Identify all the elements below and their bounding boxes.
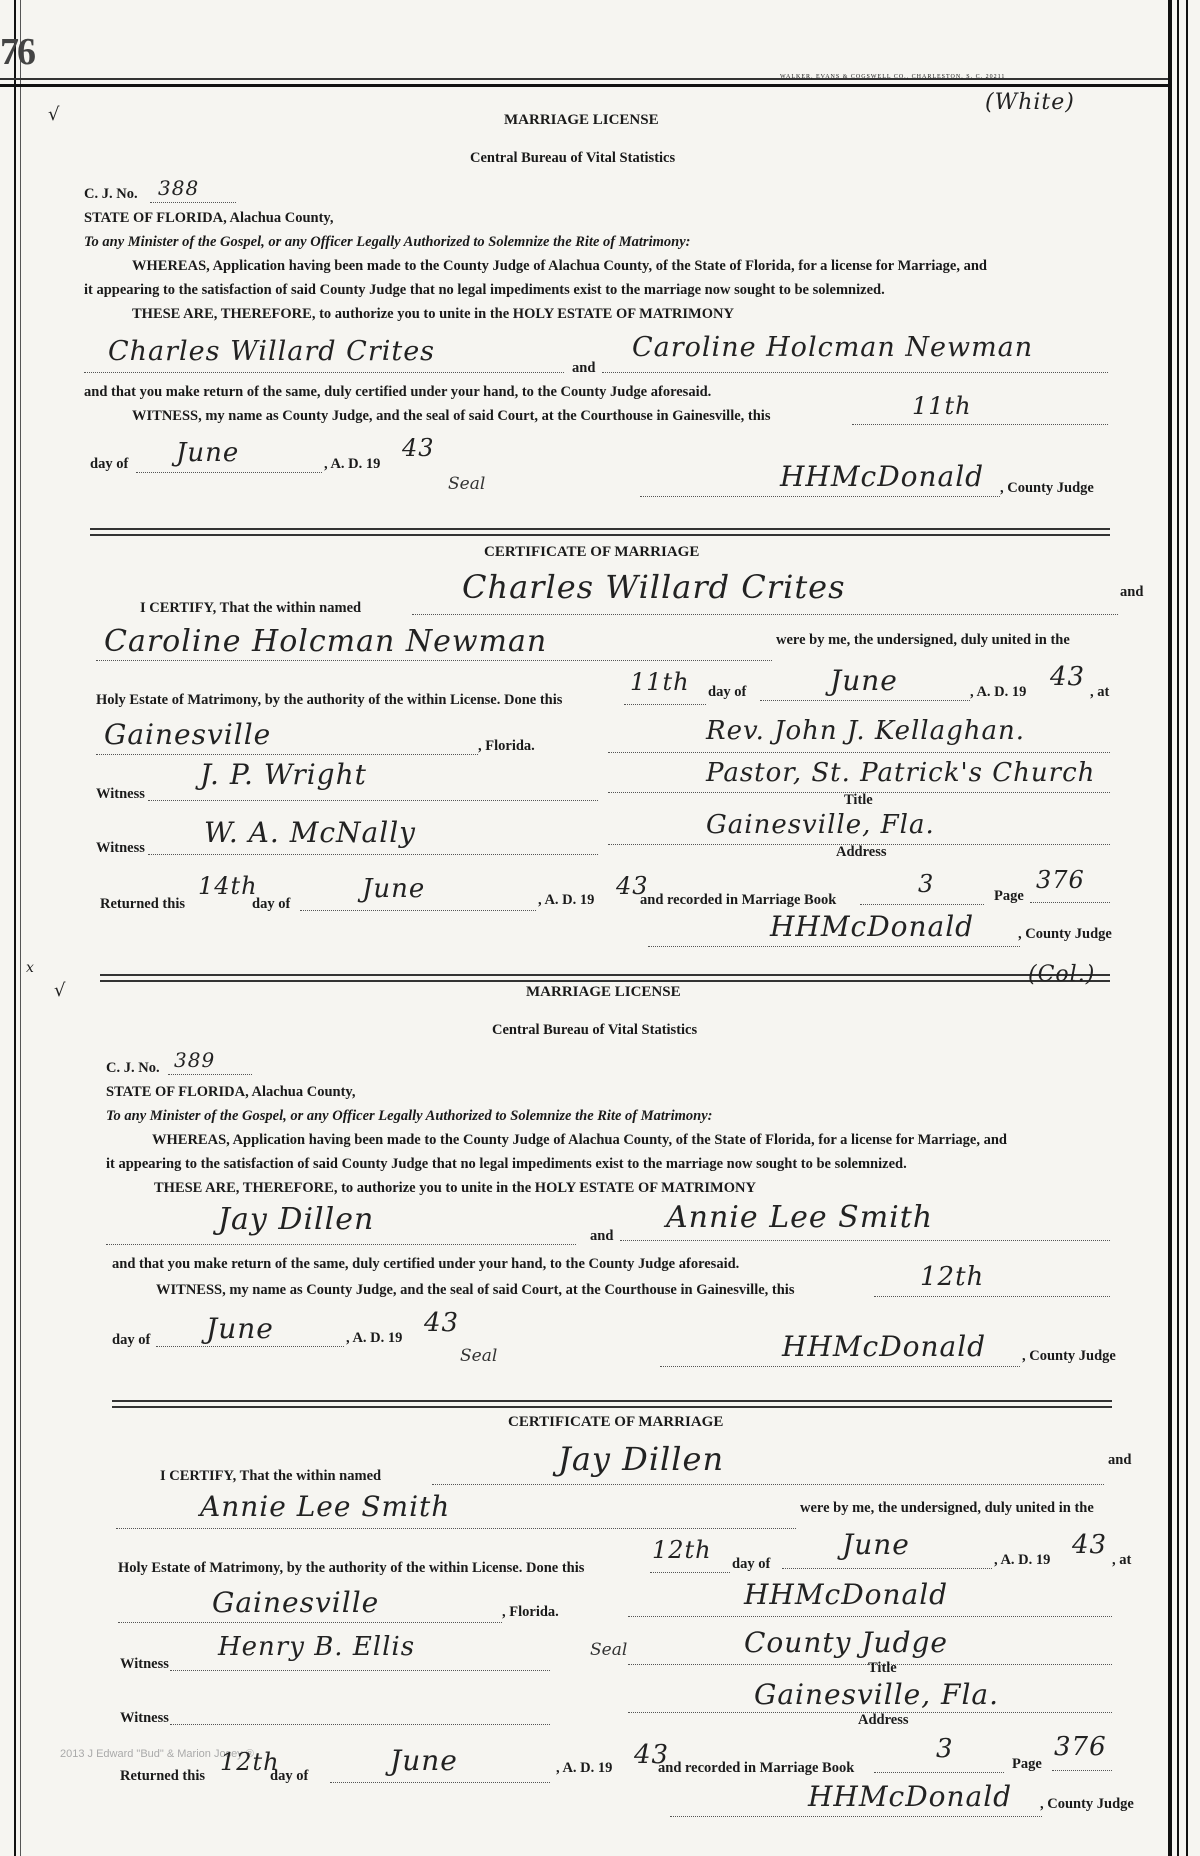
certificate2-page: 376 [1054,1732,1107,1762]
certificate2-year: 43 [1072,1530,1108,1560]
license1-cj-label: C. J. No. [84,186,138,202]
license2-whereas1: WHEREAS, Application having been made to the County Judge of Alachua County, of the State of Florida, for a license for Marriage, and [152,1132,1007,1148]
license2-cj-no: 389 [174,1048,216,1072]
license1-day-of: day of [90,456,129,472]
certificate2-witness1: Henry B. Ellis [218,1632,416,1662]
certificate2-address: Gainesville, Fla. [754,1678,1000,1711]
certificate1-title-label: Title [844,792,873,808]
certificate1-judge-label: , County Judge [1018,926,1112,942]
license2-cj-label: C. J. No. [106,1060,160,1076]
license1-these-are: THESE ARE, THEREFORE, to authorize you to unite in the HOLY ESTATE OF MATRIMONY [132,306,734,322]
certificate1-florida: , Florida. [478,738,535,754]
license2-check: √ [54,980,67,1001]
license2-bride: Annie Lee Smith [666,1200,934,1235]
license2-day-of: day of [112,1332,151,1348]
separator-1b [90,534,1110,536]
separator-2 [100,974,1110,976]
license2-year: 43 [424,1308,460,1338]
license1-check: √ [48,104,61,125]
certificate1-page-label: Page [994,888,1024,904]
license2-whereas2: it appearing to the satisfaction of said County Judge that no legal impediments exist to the marriage now sought to be solemnized. [106,1156,907,1172]
license1-judge-sig: HHMcDonald [780,460,985,493]
license2-and: and [590,1228,614,1244]
license2-witness-line: WITNESS, my name as County Judge, and the seal of said Court, at the Courthouse in Gainesville, this [156,1282,795,1298]
certificate1-officiant: Rev. John J. Kellaghan. [706,716,1026,746]
right-border [1168,0,1172,1856]
certificate1-returned-month: June [362,874,426,904]
certificate1-judge-sig: HHMcDonald [770,910,975,943]
certificate2-day: 12th [652,1536,712,1564]
license2-to-any: To any Minister of the Gospel, or any Officer Legally Authorized to Solemnize the Rite of Matrimony: [106,1108,713,1124]
certificate1-united: were by me, the undersigned, duly united in the [776,632,1070,648]
separator-2b [100,980,1110,982]
certificate2-at: , at [1112,1552,1132,1568]
certificate2-groom: Jay Dillen [558,1440,725,1478]
license1-month: June [176,438,240,468]
certificate1-witness2-label: Witness [96,840,145,856]
license2-these-are: THESE ARE, THEREFORE, to authorize you to unite in the HOLY ESTATE OF MATRIMONY [154,1180,756,1196]
license1-cj-no: 388 [158,176,200,200]
page-number: 76 [0,31,34,73]
certificate1-day: 11th [630,668,690,696]
certificate2-returned-day-of: day of [270,1768,309,1784]
license1-and: and [572,360,596,376]
license2-groom: Jay Dillen [218,1202,375,1237]
license1-to-any: To any Minister of the Gospel, or any Officer Legally Authorized to Solemnize the Rite of Matrimony: [84,234,691,250]
certificate2-returned-month: June [390,1744,458,1777]
certificate2-judge-label: , County Judge [1040,1796,1134,1812]
license2-state: STATE OF FLORIDA, Alachua County, [106,1084,356,1100]
certificate2-florida: , Florida. [502,1604,559,1620]
separator-1 [90,528,1110,530]
certificate1-address-label: Address [836,844,887,860]
certificate2-recorded: and recorded in Marriage Book [658,1760,855,1776]
certificate2-day-of: day of [732,1556,771,1572]
license2-seal: Seal [460,1346,498,1366]
license2-month: June [206,1312,274,1345]
certificate2-returned-day: 12th [220,1748,280,1776]
license2-race-note: (Col.) [1028,962,1096,987]
separator-3 [112,1400,1112,1402]
certificate1-at: , at [1090,684,1110,700]
certificate2-holy-estate: Holy Estate of Matrimony, by the authority of the within License. Done this [118,1560,585,1576]
license1-race-note: (White) [985,90,1075,115]
license1-witness-line: WITNESS, my name as County Judge, and the seal of said Court, at the Courthouse in Gainesville, this [132,408,771,424]
certificate1-ad2: , A. D. 19 [538,892,595,908]
certificate1-holy-estate: Holy Estate of Matrimony, by the authority of the within License. Done this [96,692,563,708]
certificate1-witness2: W. A. McNally [204,816,416,849]
certificate1-year2: 43 [616,872,649,900]
license1-ad: , A. D. 19 [324,456,381,472]
license1-whereas2: it appearing to the satisfaction of said County Judge that no legal impediments exist to the marriage now sought to be solemnized. [84,282,885,298]
separator-3b [112,1406,1112,1408]
certificate1-page: 376 [1036,866,1085,894]
certificate1-officiant-title: Pastor, St. Patrick's Church [706,758,1096,788]
certificate2-title-label: Title [868,1660,897,1676]
license2-judge-sig: HHMcDonald [782,1330,987,1363]
certificate1-month: June [830,664,898,697]
certificate2-ad: , A. D. 19 [994,1552,1051,1568]
certificate2-place: Gainesville [212,1586,380,1619]
certificate1-returned: Returned this [100,896,185,912]
license2-witness-day: 12th [920,1262,985,1292]
license1-bride: Caroline Holcman Newman [632,332,1034,363]
license1-bureau: Central Bureau of Vital Statistics [470,150,676,166]
certificate1-groom: Charles Willard Crites [462,568,846,606]
license1-witness-day: 11th [912,392,972,420]
certificate2-title: CERTIFICATE OF MARRIAGE [508,1414,724,1430]
left-border-inner [20,0,21,1856]
certificate2-page-label: Page [1012,1756,1042,1772]
certificate2-united: were by me, the undersigned, duly united in the [800,1500,1094,1516]
certificate1-witness1-label: Witness [96,786,145,802]
certificate2-address-label: Address [858,1712,909,1728]
certificate2-certify: I CERTIFY, That the within named [160,1468,382,1484]
certificate1-and: and [1120,584,1144,600]
license1-state: STATE OF FLORIDA, Alachua County, [84,210,334,226]
certificate2-month: June [842,1528,910,1561]
certificate1-bride: Caroline Holcman Newman [104,624,548,659]
license2-ad: , A. D. 19 [346,1330,403,1346]
certificate2-witness2-label: Witness [120,1710,169,1726]
license1-whereas1: WHEREAS, Application having been made to the County Judge of Alachua County, of the State of Florida, for a license for Marriage, and [132,258,987,274]
certificate1-place: Gainesville [104,718,272,751]
certificate2-judge-sig: HHMcDonald [808,1780,1013,1813]
license2-title: MARRIAGE LICENSE [526,984,681,1000]
certificate1-returned-day: 14th [198,872,258,900]
license1-return-line: and that you make return of the same, duly certified under your hand, to the County Judge aforesaid. [84,384,712,400]
certificate2-seal: Seal [590,1640,628,1660]
certificate1-day-of: day of [708,684,747,700]
certificate2-bride: Annie Lee Smith [200,1490,451,1523]
certificate2-officiant: HHMcDonald [744,1578,949,1611]
right-border-outer [1186,0,1188,1856]
license1-judge-label: , County Judge [1000,480,1094,496]
license2-return-line: and that you make return of the same, duly certified under your hand, to the County Judge aforesaid. [112,1256,740,1272]
certificate1-ad: , A. D. 19 [970,684,1027,700]
copyright-watermark: 2013 J Edward "Bud" & Marion Josey ® [60,1748,254,1760]
certificate2-returned: Returned this [120,1768,205,1784]
certificate1-certify: I CERTIFY, That the within named [140,600,362,616]
certificate1-book: 3 [918,870,935,898]
certificate1-address: Gainesville, Fla. [706,810,935,840]
license1-title: MARRIAGE LICENSE [504,112,659,128]
top-rule-2 [0,84,1168,87]
license1-year: 43 [402,434,435,462]
license1-groom: Charles Willard Crites [108,336,436,367]
license2-margin-mark: x [26,960,35,976]
license2-judge-label: , County Judge [1022,1348,1116,1364]
certificate2-ad2: , A. D. 19 [556,1760,613,1776]
printer-line: WALKER, EVANS & COGSWELL CO., CHARLESTON, S. C. 20211 [780,74,1006,80]
certificate1-recorded: and recorded in Marriage Book [640,892,837,908]
license2-bureau: Central Bureau of Vital Statistics [492,1022,698,1038]
certificate2-witness1-label: Witness [120,1656,169,1672]
certificate1-returned-day-of: day of [252,896,291,912]
certificate1-title: CERTIFICATE OF MARRIAGE [484,544,700,560]
certificate2-year2: 43 [634,1740,670,1770]
certificate2-book: 3 [936,1734,954,1764]
certificate2-officiant-title: County Judge [744,1626,948,1659]
left-border [14,0,16,1856]
certificate1-witness1: J. P. Wright [200,758,367,791]
certificate2-and: and [1108,1452,1132,1468]
license1-seal: Seal [448,474,486,494]
certificate1-year: 43 [1050,662,1086,692]
right-border-inner [1177,0,1179,1856]
